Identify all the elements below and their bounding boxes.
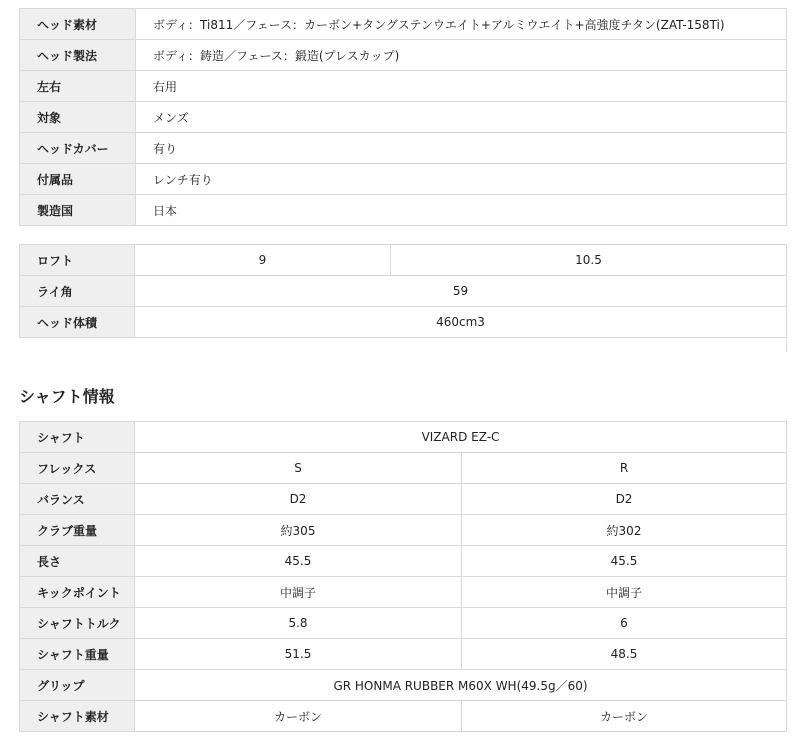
club-weight-value-2: 約302 bbox=[462, 515, 787, 546]
table-row bbox=[20, 639, 787, 670]
shaft-value: VIZARD EZ-C bbox=[135, 422, 787, 453]
row-label: 長さ bbox=[20, 546, 135, 577]
row-label: ヘッド素材 bbox=[20, 9, 136, 40]
table-row bbox=[20, 577, 787, 608]
balance-value-1: D2 bbox=[135, 484, 462, 515]
divider bbox=[786, 340, 787, 352]
table-row bbox=[20, 133, 787, 164]
torque-value-1: 5.8 bbox=[135, 608, 462, 639]
row-label: キックポイント bbox=[20, 577, 135, 608]
table-row bbox=[20, 164, 787, 195]
table-row bbox=[20, 102, 787, 133]
head-spec-table bbox=[19, 8, 787, 226]
torque-value-2: 6 bbox=[462, 608, 787, 639]
club-weight-value-1: 約305 bbox=[135, 515, 462, 546]
row-label: シャフト重量 bbox=[20, 639, 135, 670]
row-label: シャフト bbox=[20, 422, 135, 453]
material-value-2: カーボン bbox=[462, 701, 787, 732]
table-row bbox=[20, 245, 787, 276]
row-label: 左右 bbox=[20, 71, 136, 102]
table-row bbox=[20, 422, 787, 453]
table-row bbox=[20, 546, 787, 577]
loft-value-2: 10.5 bbox=[391, 245, 787, 276]
row-label: 製造国 bbox=[20, 195, 136, 226]
row-label: ヘッド製法 bbox=[20, 40, 136, 71]
table-row bbox=[20, 453, 787, 484]
shaft-weight-value-2: 48.5 bbox=[462, 639, 787, 670]
table-row bbox=[20, 608, 787, 639]
loft-value-1: 9 bbox=[135, 245, 391, 276]
shaft-spec-table bbox=[19, 421, 787, 732]
shaft-weight-value-1: 51.5 bbox=[135, 639, 462, 670]
table-row bbox=[20, 484, 787, 515]
material-value-1: カーボン bbox=[135, 701, 462, 732]
table-row bbox=[20, 71, 787, 102]
row-label: クラブ重量 bbox=[20, 515, 135, 546]
table-row bbox=[20, 670, 787, 701]
balance-value-2: D2 bbox=[462, 484, 787, 515]
row-label: 付属品 bbox=[20, 164, 136, 195]
grip-value: GR HONMA RUBBER M60X WH(49.5g／60) bbox=[135, 670, 787, 701]
kick-point-value-1: 中調子 bbox=[135, 577, 462, 608]
length-value-1: 45.5 bbox=[135, 546, 462, 577]
table-row bbox=[20, 40, 787, 71]
row-value: ボディ：鋳造／フェース：鍛造(プレスカップ) bbox=[136, 40, 787, 71]
loft-spec-table bbox=[19, 244, 787, 338]
table-row bbox=[20, 276, 787, 307]
row-label: グリップ bbox=[20, 670, 135, 701]
table-row bbox=[20, 195, 787, 226]
row-value: ボディ：Ti811／フェース：カーボン+タングステンウエイト+アルミウエイト+高強度チタン(ZAT-158Ti) bbox=[136, 9, 787, 40]
table-row bbox=[20, 9, 787, 40]
table-row bbox=[20, 515, 787, 546]
table-row bbox=[20, 307, 787, 338]
row-value: 右用 bbox=[136, 71, 787, 102]
row-value: メンズ bbox=[136, 102, 787, 133]
kick-point-value-2: 中調子 bbox=[462, 577, 787, 608]
lie-value: 59 bbox=[135, 276, 787, 307]
flex-value-1: S bbox=[135, 453, 462, 484]
row-value: レンチ有り bbox=[136, 164, 787, 195]
row-label: 対象 bbox=[20, 102, 136, 133]
row-label: シャフト素材 bbox=[20, 701, 135, 732]
row-value: 有り bbox=[136, 133, 787, 164]
table-row bbox=[20, 701, 787, 732]
row-label: ライ角 bbox=[20, 276, 135, 307]
row-label: ロフト bbox=[20, 245, 135, 276]
row-label: ヘッド体積 bbox=[20, 307, 135, 338]
length-value-2: 45.5 bbox=[462, 546, 787, 577]
volume-value: 460cm3 bbox=[135, 307, 787, 338]
section-title: シャフト情報 bbox=[19, 387, 115, 406]
row-label: シャフトトルク bbox=[20, 608, 135, 639]
row-value: 日本 bbox=[136, 195, 787, 226]
flex-value-2: R bbox=[462, 453, 787, 484]
row-label: バランス bbox=[20, 484, 135, 515]
row-label: ヘッドカバー bbox=[20, 133, 136, 164]
row-label: フレックス bbox=[20, 453, 135, 484]
